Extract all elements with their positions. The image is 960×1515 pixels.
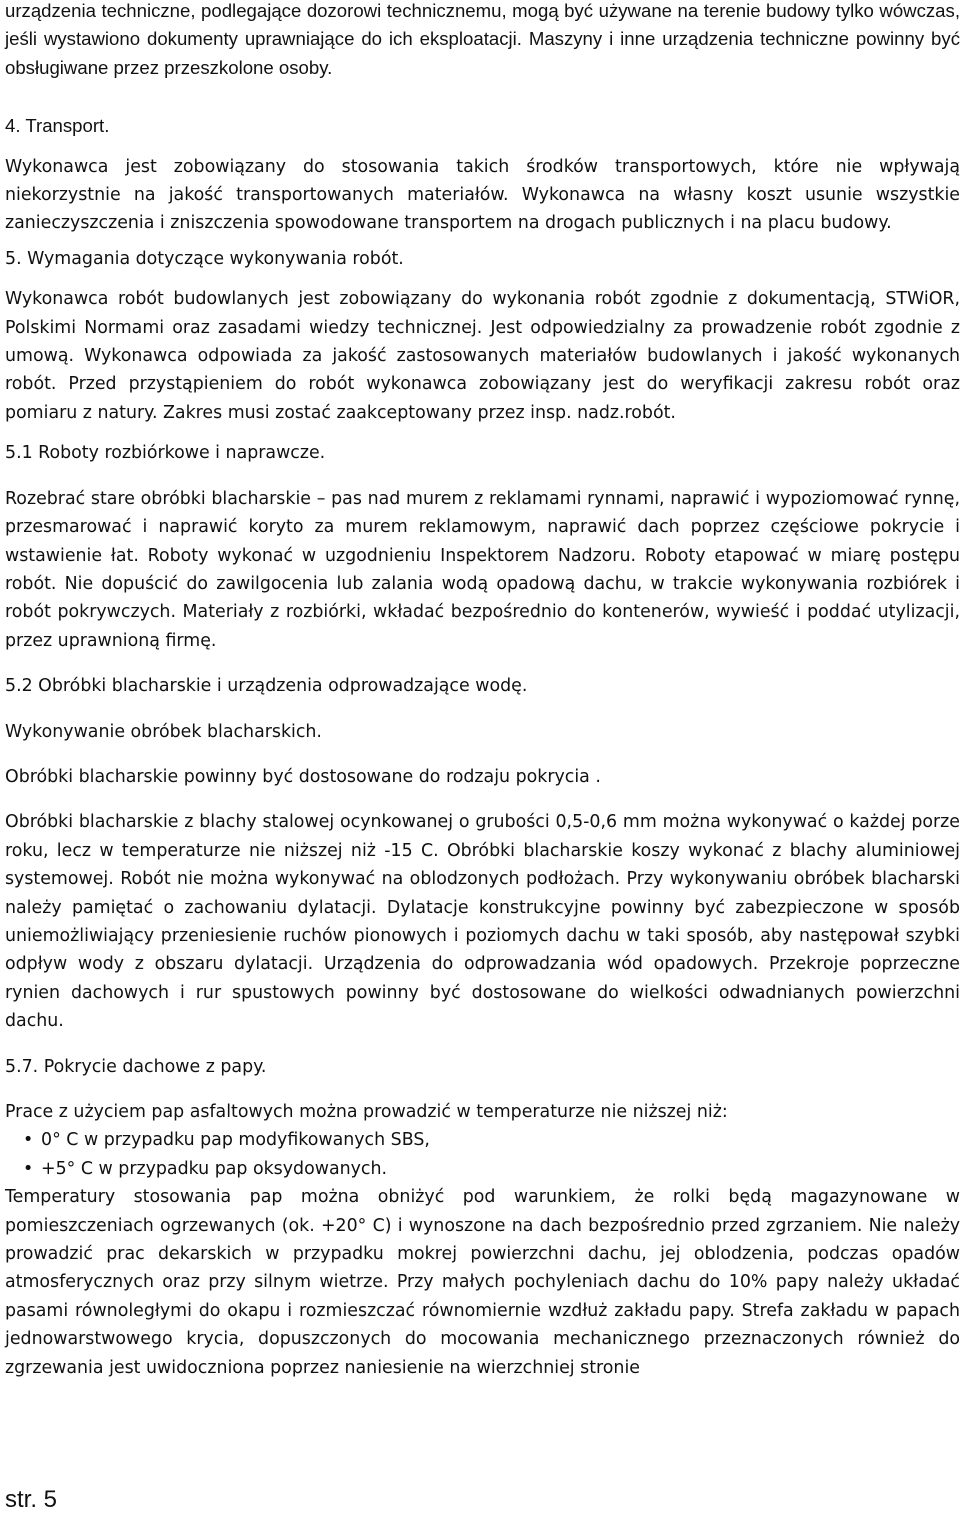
- list-item: [5, 1126, 960, 1154]
- page-number: str. 5: [5, 1486, 58, 1513]
- section-5-7-heading: 5.7. Pokrycie dachowe z papy.: [5, 1056, 267, 1077]
- list-item: [5, 1155, 960, 1183]
- section-5-2-paragraph-1: Obróbki blacharskie powinny być dostosowane do rodzaju pokrycia .: [5, 766, 601, 787]
- section-5-1-paragraph: Rozebrać stare obróbki blacharskie – pas nad murem z reklamami rynnami, naprawić i wypoziomować rynnę, przesmarować i naprawić koryto za murem reklamowym, naprawić dach poprzez częściowe pokrycie i wstawienie łat. Roboty wykonać w uzgodnieniu Inspektorem Nadzoru. Roboty etapować w miarę postępu robót. Nie dopuścić do zawilgocenia lub zalania wodą opadową dachu, w trakcie wykonywania rozbiórek i robót pokrywczych. Materiały z rozbiórki, wkładać bezpośrednio do kontenerów, wywieść i poddać utylizacji, przez uprawnioną firmę.: [5, 488, 960, 651]
- bullet-icon: •: [23, 1158, 34, 1179]
- section-5-2-paragraph-2: Obróbki blacharskie z blachy stalowej ocynkowanej o grubości 0,5-0,6 mm można wykonywać o każdej porze roku, lecz w temperaturze nie niższej niż -15 C. Obróbki blacharskie koszy wykonać z blachy aluminiowej systemowej. Robót nie można wykonywać na oblodzonych podłożach. Przy wykonywaniu obróbek blacharski należy pamiętać o zachowaniu dylatacji. Dylatacje konstrukcyjne powinny być zabezpieczone w sposób uniemożliwiający przeniesienie ruchów pionowych i poziomych dachu w taki sposób, aby następował szybki odpływ wody z obszaru dylatacji. Urządzenia do odprowadzania wód opadowych. Przekroje poprzeczne rynien dachowych i rur spustowych powinny być dostosowane do wielkości odwadnianych powierzchni dachu.: [5, 812, 960, 1032]
- section-4-heading: 4. Transport.: [5, 115, 110, 137]
- section-5-1-heading: 5.1 Roboty rozbiórkowe i naprawcze.: [5, 443, 326, 464]
- section-4-paragraph: Wykonawca jest zobowiązany do stosowania takich środków transportowych, które nie wpływają niekorzystnie na jakość transportowanych materiałów. Wykonawca na własny koszt usunie wszystkie zanieczyszczenia i zniszczenia spowodowane transportem na drogach publicznych i na placu budowy.: [5, 156, 960, 234]
- section-5-7-intro: Prace z użyciem pap asfaltowych można prowadzić w temperaturze nie niższej niż:: [5, 1102, 728, 1122]
- temperature-list: [5, 1126, 960, 1183]
- section-5-heading: 5. Wymagania dotyczące wykonywania robót.: [5, 248, 404, 269]
- section-5-2-heading: 5.2 Obróbki blacharskie i urządzenia odprowadzające wodę.: [5, 676, 528, 697]
- bullet-icon: •: [23, 1130, 34, 1151]
- section-5-7-paragraph: Temperatury stosowania pap można obniżyć pod warunkiem, że rolki będą magazynowane w pomieszczeniach ogrzewanych (ok. +20° C) i wynoszone na dach bezpośrednio przed zgrzaniem. Nie należy prowadzić prac dekarskich w przypadku mokrej powierzchni dachu, jej oblodzenia, podczas opadów atmosferycznych oraz przy silnym wietrze. Przy małych pochyleniach dachu do 10% papy należy układać pasami równoległymi do okapu i rozmieszczać równomiernie wzdłuż zakładu papy. Strefa zakładu w papach jednowarstwowego krycia, dopuszczonych do mocowania mechanicznego przeznaczonych również do zgrzewania jest uwidoczniona poprzez naniesienie na wierzchniej stronie: [5, 1187, 960, 1378]
- list-item-text: 0° C w przypadku pap modyfikowanych SBS,: [41, 1130, 430, 1151]
- list-item-text: +5° C w przypadku pap oksydowanych.: [41, 1158, 388, 1179]
- section-5-paragraph: Wykonawca robót budowlanych jest zobowiązany do wykonania robót zgodnie z dokumentacją, STWiOR, Polskimi Normami oraz zasadami wiedzy technicznej. Jest odpowiedzialny za prowadzenie robót zgodnie z umową. Wykonawca odpowiada za jakość zastosowanych materiałów budowlanych i jakość wykonanych robót. Przed przystąpieniem do robót wykonawca zobowiązany jest do weryfikacji zakresu robót oraz pomiaru z natury. Zakres musi zostać zaakceptowany przez insp. nadz.robót.: [5, 289, 960, 423]
- section-5-2-subheading: Wykonywanie obróbek blacharskich.: [5, 721, 322, 742]
- intro-paragraph: urządzenia techniczne, podlegające dozorowi technicznemu, mogą być używane na terenie budowy tylko wówczas, jeśli wystawiono dokumenty uprawniające do ich eksploatacji. Maszyny i inne urządzenia techniczne powinny być obsługiwane przez przeszkolone osoby.: [5, 0, 960, 78]
- document-page: [5, 0, 960, 1382]
